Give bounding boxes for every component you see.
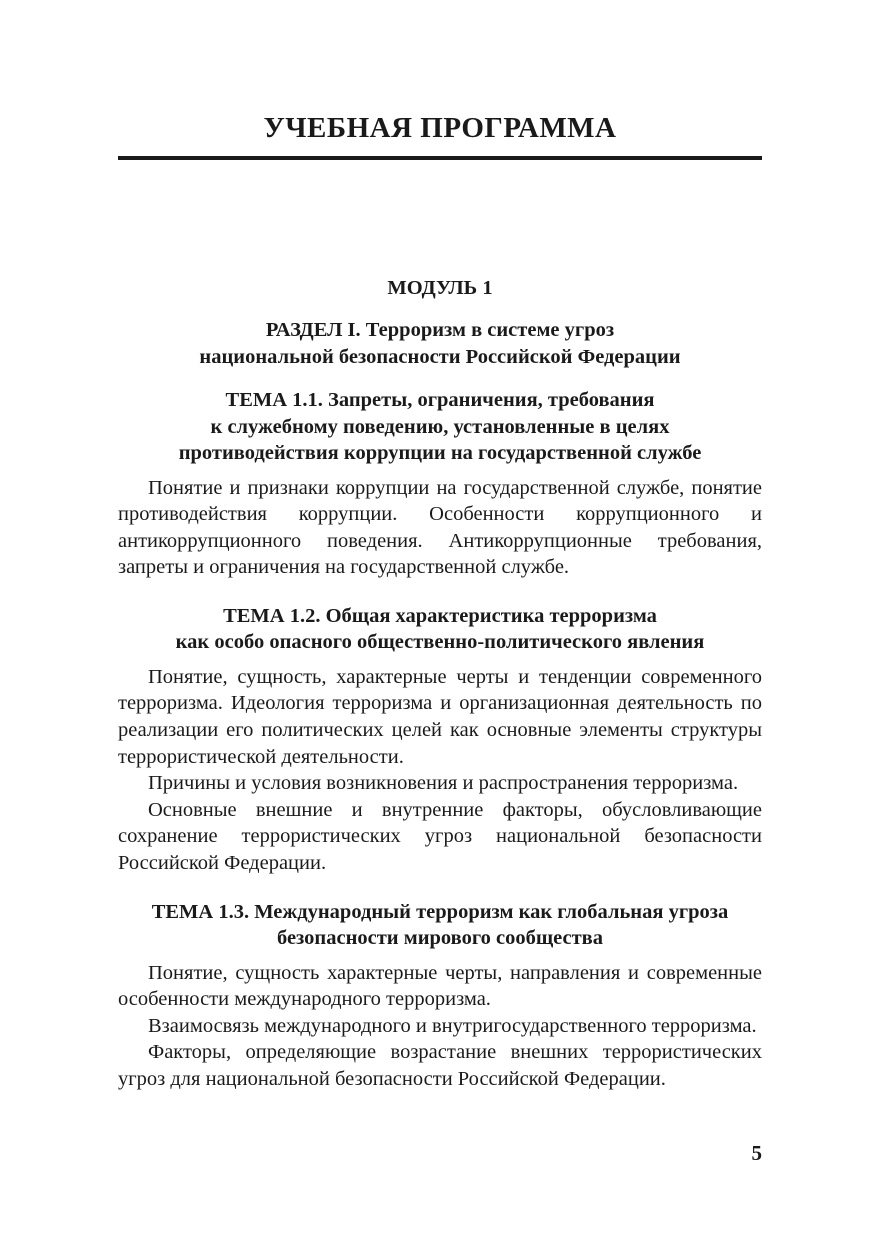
- paragraph: Факторы, определяющие возрастание внешних террористических угроз для национальной безопасности Российской Федерации.: [118, 1041, 762, 1090]
- topic-heading-line: ТЕМА 1.3. Международный терроризм как глобальная угроза: [151, 900, 729, 923]
- page-number: 5: [751, 1141, 762, 1165]
- topic-heading: [118, 387, 762, 467]
- topic-heading-line: к служебному поведению, установленные в целях: [210, 415, 670, 438]
- paragraph: Понятие, сущность характерные черты, направления и современные особенности международного терроризма.: [118, 961, 762, 1011]
- module-heading: МОДУЛЬ 1: [387, 277, 493, 299]
- topic-heading-line: противодействия коррупции на государственной службе: [178, 442, 702, 464]
- topic-heading-line: безопасности мирового сообщества: [276, 927, 604, 950]
- section-heading-line: национальной безопасности Российской Федерации: [199, 345, 681, 368]
- topic-heading: [118, 899, 762, 952]
- section-heading-line: РАЗДЕЛ I. Терроризм в системе угроз: [265, 319, 615, 341]
- section-heading: [118, 317, 762, 370]
- topic-heading: [118, 603, 762, 656]
- paragraph: Основные внешние и внутренние факторы, обусловливающие сохранение террористических угроз национальной безопасности Российской Федерации.: [118, 798, 762, 875]
- topic-heading-line: ТЕМА 1.1. Запреты, ограничения, требования: [225, 389, 655, 411]
- page-title: УЧЕБНАЯ ПРОГРАММА: [263, 112, 617, 144]
- topic-1-1: [118, 387, 762, 581]
- paragraph: Понятие и признаки коррупции на государственной службе, понятие противодействия коррупции. Особенности коррупционного и антикоррупционного поведения. Антикоррупционные требования, запреты и ограничения на государственной службе.: [118, 476, 762, 579]
- content-flow: [118, 274, 762, 1093]
- topic-heading-line: ТЕМА 1.2. Общая характеристика терроризма: [223, 604, 657, 627]
- paragraph: Понятие, сущность, характерные черты и тенденции современного терроризма. Идеология терроризма и организационная деятельность по реализации его политических целей как основные элементы структуры террористической деятельности.: [118, 665, 762, 768]
- title-underline-rule: [118, 156, 762, 160]
- paragraph: Взаимосвязь международного и внутригосударственного терроризма.: [148, 1014, 757, 1037]
- paragraph: Причины и условия возникновения и распространения терроризма.: [148, 772, 739, 795]
- topic-1-2: [118, 603, 762, 877]
- topic-heading-line: как особо опасного общественно-политического явления: [175, 631, 705, 654]
- topic-1-3: [118, 899, 762, 1093]
